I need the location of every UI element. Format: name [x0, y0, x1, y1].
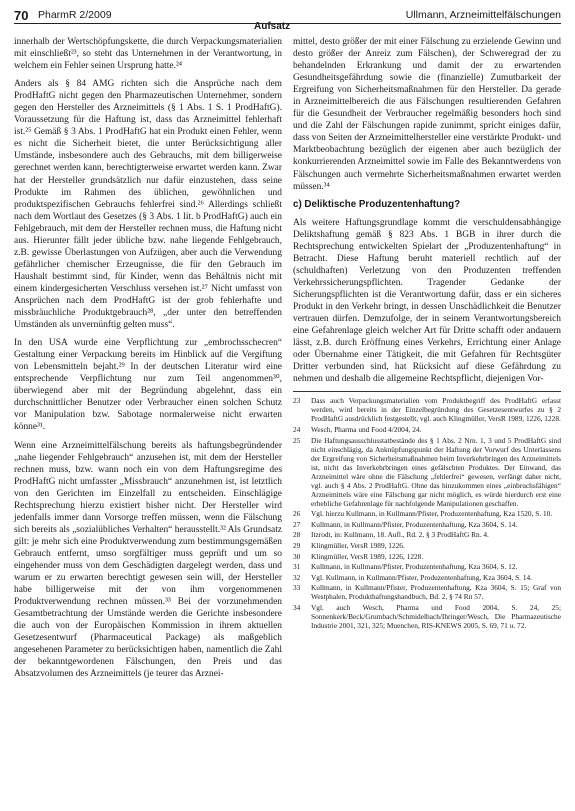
- footnote-text: Vgl. auch Wesch, Pharma und Food 2004, S. 24, 25; Sonnenkerk/Beck/Grumbach/Schmidelbach/Ihringer/Wesch, Die Pharmazeutische Industrie 2001, 321, 325; Muenchen, RIS-KNEWS 2005, S. 69, 71 u. 72.: [311, 602, 561, 630]
- footnote-text: Wesch, Pharma und Food 4/2004, 24.: [311, 424, 422, 434]
- footnote: [293, 530, 561, 539]
- footnote-number: 34: [293, 602, 301, 612]
- running-title: Ullmann, Arzneimittelfälschungen: [405, 9, 561, 21]
- paragraph: innerhalb der Wertschöpfungskette, die durch Verpackungsmaterialien mit einschließt²³, so steht das Unternehmen in der Verantwortung, in welchem ein Fehler seinen Ursprung hatte.²⁴: [14, 37, 282, 72]
- right-column: [293, 36, 561, 806]
- footnote-number: 26: [293, 509, 301, 519]
- footnote: [293, 425, 561, 434]
- footnote-text: Itzrodt, in: Kullmann, 18. Aufl., Rd. 2, § 3 ProdHaftG Rn. 4.: [311, 530, 489, 540]
- footnote: [293, 583, 561, 601]
- paragraph: In den USA wurde eine Verpflichtung zur „embrochsschecren“ Gestaltung einer Verpackung bereits im Hinblick auf die Vergiftung von Lebensmitteln bejaht.²⁹ In der deutschen Literatur wird eine entsprechende Verpflichtung nur zum Teil angenommen³⁰, überwiegend aber mit der Begründung abgelehnt, dass ein durchschnittlicher Benutzer oder Verbraucher einen solchen Schutz vor Manipulation bzw. Sabotage normalerweise nicht erwarten könne³¹.: [14, 338, 282, 433]
- footnote: [293, 520, 561, 529]
- page-number: 70: [14, 8, 29, 23]
- footnote-text: Kullmann, in Kullmann/Pfister, Produzentenhaftung, Kza 3604, S. 12.: [311, 562, 518, 572]
- header-rule: [14, 23, 561, 24]
- paragraph: mittel, desto größer der mit einer Fälschung zu erzielende Gewinn und desto größer der Anreiz zum Fälschen), der Schweregrad der zu behandelnden Erkrankung und damit der zu erwartenden Gesundheitsgefährdung sowie die (finanzielle) Zumutbarkeit der Ergreifung von Sicherheitsmaßnahmen für den Hersteller. Da gerade in Arzneimittelbereich die aus Fälschungen resultierenden Gefahren für die Gesundheit der Verbraucher regelmäßig besonders hoch sind und die Zahl der Fälschungen rapide zunimmt, spricht einiges dafür, dass von Seiten der Arzneimittelhersteller eine verstärkte Produkt- und Marktbeobachtung bezüglich der eigenen aber auch bezüglich der konkurrierenden Arzneimittel sowie im Falle des Bekanntwerdens von Fälschungen auch vermehrte Sicherheitsmaßnahmen erwartet werden müssen.³⁴: [293, 37, 561, 192]
- footnote-divider: [293, 391, 561, 392]
- footnote-number: 23: [293, 396, 301, 406]
- footnote: [293, 436, 561, 508]
- footnote-text: Kullmann, in Kullmann/Pfister, Produzentenhaftung, Kza 3604, S. 14.: [311, 519, 518, 529]
- paragraph: Wenn eine Arzneimittelfälschung bereits als haftungsbegründender „nahe liegender Fehlgebrauch“ anzusehen ist, mit dem der Hersteller rechnen muss, bzw. wann noch ein von dem Haftungsregime des ProdHaftG nicht umfasster „Missbrauch“ anzunehmen ist, ist letztlich von den Gerichten im Einzelfall zu entscheiden. Einschlägige Rechtsprechung hierzu existiert bisher nicht. Der Hersteller wird jedenfalls immer dann Vorsorge treffen müssen, wenn die Fälschung sich bereits als „sozialübliches Verhalten“ herausstellt.³² Als Grundsatz gilt: je mehr sich eine Produktverwendung zum bestimmungsgemäßen Gebrauch entfernt, umso sorgfältiger muss geprüft und um so eingehender muss von dem Geschädigten dargelegt werden, dass und warum er zu erwarten berechtigt gewesen sein will, der Hersteller habe billigerweise mit der von ihm vorgenommenen Produktverwendung rechnen müssen.³³ Bei der vorzunehmenden Gesamtbetrachtung der Umstände werden die Gerichte insbesondere die auch von der Europäischen Kommission in ihrem aktuellen Gesetzesentwurf (Pharmaceutical Package) als maßgeblich angesehenen Parameter zu berücksichtigen haben, namentlich die Zahl der bekanntgewordenen Fälschungen, den Preis und das Absatzvolumen des Arzneimittels (je teurer das Arznei-: [14, 440, 282, 680]
- footnote-text: Klingmüller, VersR 1989, 1226.: [311, 541, 405, 551]
- footnote-text: Vgl. hierzu Kullmann, in Kullmann/Pfister, Produzentenhaftung, Kza 1520, S. 10.: [311, 509, 553, 519]
- footnote: [293, 541, 561, 550]
- footnote-number: 31: [293, 562, 301, 572]
- footnote-number: 30: [293, 551, 301, 561]
- footnote-number: 28: [293, 530, 301, 540]
- footnote-number: 29: [293, 541, 301, 551]
- footnote-text: Die Haftungsausschlusstatbestände des § 1 Abs. 2 Nrn. 1, 3 und 5 ProdHaftG sind nicht einschlägig, da Anknüpfungspunkt der Haftung der Vorwurf des Unterlassens der Ergreifung von Sicherheitsmaßnahmen beim Inverkehrbringen des Arzneimittels ist, nicht das Inverkehrbringen eines gefälschten Produktes. Der Einwand, das Arzneimittel wäre ohne die Fälschung „fehlerfrei“ gewesen, verfängt daher nicht, vgl. auch § 4 Abs. 2 ProdHaftG. Ohne das hinzukommen eines „einbruchsfähigen“ Arzneimittels wäre eine Fälschung gar nicht möglich, es würde hierdurch erst eine erhebliche Gefahrenlage für nachfolgende Manipulationen geschaffen.: [311, 435, 561, 508]
- journal-citation: PharmR 2/2009: [38, 9, 112, 21]
- footnotes: [293, 396, 561, 630]
- footnote-number: 32: [293, 572, 301, 582]
- footnote: [293, 573, 561, 582]
- paragraph: Anders als § 84 AMG richten sich die Ansprüche nach dem ProdHaftG nicht gegen den Pharmazeutischen Unternehmer, sondern gegen den Hersteller des Arzneimittels (§ 1 Abs. 1 S. 1 ProdHaftG). Voraussetzung für die Haftung ist, dass das Arzneimittel fehlerhaft ist.²⁵ Gemäß § 3 Abs. 1 ProdHaftG hat ein Produkt einen Fehler, wenn es nicht die Sicherheit bietet, die unter Berücksichtigung aller Umstände, insbesondere auch des Gebrauchs, mit dem billigerweise gerechnet werden kann, berechtigterweise erwartet werden kann. Zwar hat der Hersteller grundsätzlich nur dafür einzustehen, dass seine Produkte im Rahmen des üblichen, gewöhnlichen und produktspezifischen Gebrauchs fehlerfrei sind.²⁶ Allerdings schließt nach dem Wortlaut des Gesetzes (§ 3 Abs. 1 lit. b ProdHaftG) auch ein Fehlgebrauch, mit dem der Hersteller rechnen muss, die Haftung nicht aus. Hierunter fällt jeder übliche bzw. nahe liegende Fehlgebrauch, z.B. gewisse Überlastungen von Aufzügen, aber auch die Verwendung gefährlicher chemischer Erzeugnisse, die für den Gebrauch im Haushalt bestimmt sind, für Kinder, wenn das Behältnis nicht mit einem kindergesicherten Verschluss versehen ist.²⁷ Nicht umfasst von Ansprüchen nach dem ProdHaftG ist der grob fehlerhafte und missbräuchliche Produktgebrauch²⁸, „der unter den betreffenden Umständen als unvernünftig gelten muss“.: [14, 79, 282, 331]
- footnote-text: Kullmann, in Kullmann/Pfister, Produzentenhaftung, Kza 3604, S. 15; Graf von Westphalen, Produkthaftungshandbuch, Bd. 2, § 74 Rn 57.: [311, 583, 561, 602]
- footnote-number: 25: [293, 435, 301, 445]
- footnote-text: Vgl. Kullmann, in Kullmann/Pfister, Produzentenhaftung, Kza 3604, S. 14.: [311, 572, 533, 582]
- footnote-number: 24: [293, 424, 301, 434]
- paragraph: Als weitere Haftungsgrundlage kommt die verschuldensabhängige Deliktshaftung gemäß § 823 Abs. 1 BGB in ihrer durch die Rechtsprechung entwickelten Spielart der „Produzentenhaftung“ in Betracht. Diese Haftung beruht materiell rechtlich auf der (schuldhaften) Verletzung von den Produzenten treffenden Verkehrssicherungspflichten. Tragender Gedanke der Sicherungspflichten ist die Verantwortung dafür, dass er ein sicheres Produkt in den Verkehr bringt, in dessen Unschädlichkeit die Benutzer vertrauen dürfen. Demzufolge, der in seinem Verantwortungsbereich eine Gefahrenlage gleich welcher Art für Dritte schafft oder andauern lässt, z.B. durch Eröffnung eines Verkehrs, Errichtung einer Anlage oder Übernahme einer Tätigkeit, die mit Gefahren für Rechtsgüter Dritter verbunden sind, hat Rücksicht auf diese Gefährdung zu nehmen und deshalb die allgemeine Rechtspflicht, diejenigen Vor-: [293, 217, 561, 385]
- footnote: [293, 552, 561, 561]
- page-header: [14, 6, 561, 32]
- left-column: [14, 36, 282, 806]
- footnote: [293, 509, 561, 518]
- footnote-text: Dass auch Verpackungsmaterialien vom Produktbegriff des ProdHaftG erfasst werden, wird bereits in der Einzelbegründung des Gesetzesentwurfes zu § 2 ProdHaftG ausdrücklich festgestellt, vgl. auch Klingmüller, VersR 1989, 1226, 1228.: [311, 396, 561, 424]
- footnote: [293, 603, 561, 630]
- section-label: Aufsatz: [254, 21, 291, 32]
- footnote-number: 27: [293, 519, 301, 529]
- section-heading: c) Deliktische Produzentenhaftung?: [293, 198, 461, 210]
- footnote: [293, 396, 561, 423]
- footnote: [293, 562, 561, 571]
- footnote-text: Klingmüller, VersR 1989, 1226, 1228.: [311, 551, 424, 561]
- footnote-number: 33: [293, 583, 301, 593]
